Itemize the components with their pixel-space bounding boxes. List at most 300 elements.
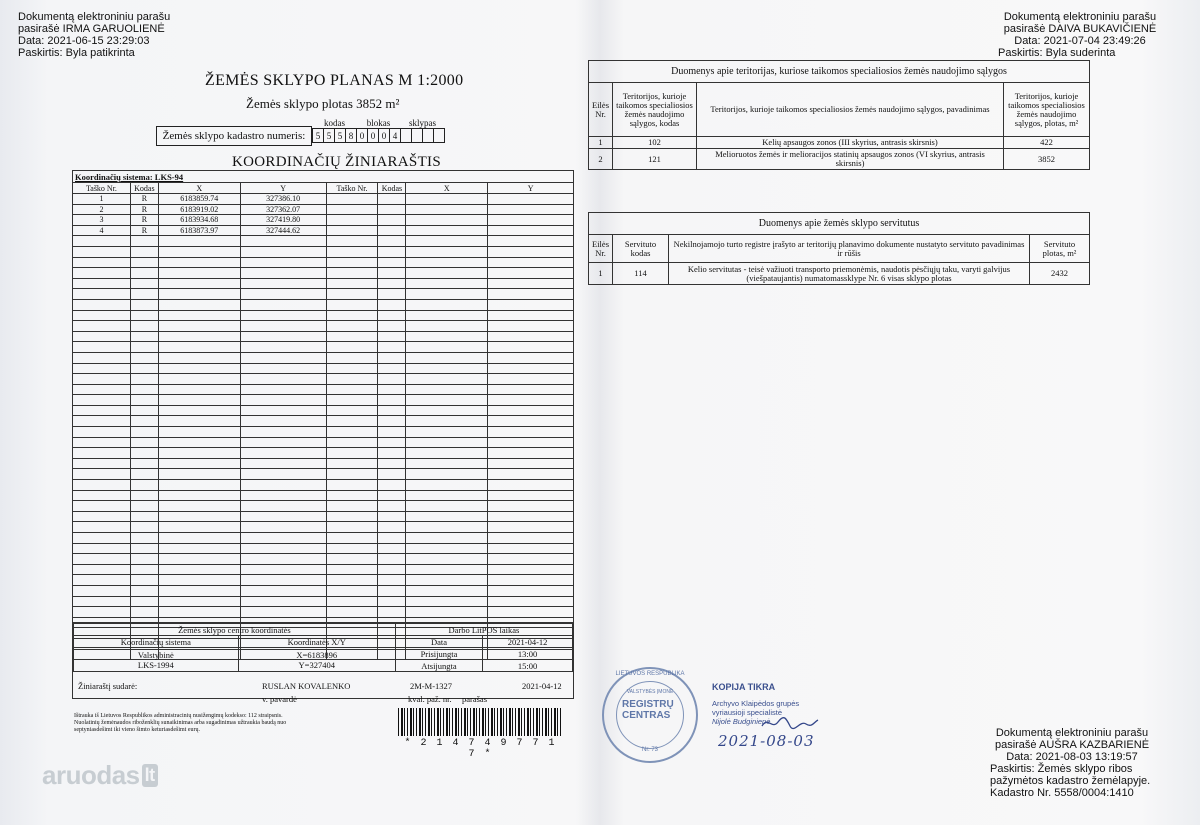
- special-code: 121: [613, 149, 697, 170]
- point-code: R: [130, 194, 158, 205]
- empty-cell: [378, 543, 406, 554]
- empty-cell: [158, 533, 240, 544]
- empty-row: [73, 416, 574, 427]
- cadastre-number-grid: [312, 118, 445, 143]
- empty-cell: [378, 585, 406, 596]
- empty-cell: [73, 575, 131, 586]
- empty-cell: [378, 533, 406, 544]
- empty-cell: [488, 501, 574, 512]
- empty-cell: [130, 607, 158, 618]
- empty-cell: [406, 501, 488, 512]
- empty-row: [73, 511, 574, 522]
- empty-row: [73, 236, 574, 247]
- empty-cell: [378, 437, 406, 448]
- esign-line: Paskirtis: Byla patikrinta: [18, 47, 135, 59]
- empty-cell: [406, 469, 488, 480]
- empty-cell: [406, 490, 488, 501]
- table-row: [73, 215, 574, 226]
- esign-line: pasirašė DAIVA BUKAVIČIENĖ: [1003, 23, 1157, 35]
- stamp-ring-text: LIETUVOS RESPUBLIKA: [615, 671, 685, 677]
- center-x: X=6183896: [296, 649, 338, 660]
- empty-row: [73, 596, 574, 607]
- empty-cell: [406, 480, 488, 491]
- empty-cell: [378, 236, 406, 247]
- litpos-value-login: 13:00: [483, 648, 573, 660]
- empty-cell: [488, 278, 574, 289]
- empty-cell: [240, 448, 326, 459]
- empty-cell: [130, 490, 158, 501]
- center-system-line: LKS-1994: [137, 659, 174, 670]
- servitudes-table: [588, 212, 1090, 285]
- special-name: Melioruotos žemės ir melioracijos statinių apsaugos zonos (VI skyrius, antrasis skirsnis): [697, 149, 1004, 170]
- empty-cell: [240, 458, 326, 469]
- empty-cell: [326, 585, 378, 596]
- empty-cell: [326, 363, 378, 374]
- litpos-label-logout: Atsijungta: [395, 660, 482, 672]
- esign-line: Kadastro Nr. 5558/0004:1410: [990, 787, 1134, 799]
- empty-cell: [488, 564, 574, 575]
- empty-cell: [488, 469, 574, 480]
- empty-cell: [240, 607, 326, 618]
- empty-cell: [73, 363, 131, 374]
- esign-line: Paskirtis: Žemės sklypo ribos: [990, 763, 1133, 775]
- empty-cell: [326, 236, 378, 247]
- empty-cell: [406, 278, 488, 289]
- empty-cell: [130, 363, 158, 374]
- empty-cell: [406, 352, 488, 363]
- empty-cell: [158, 289, 240, 300]
- empty-cell: [158, 331, 240, 342]
- cadastre-digit: [434, 129, 445, 143]
- empty-cell: [378, 511, 406, 522]
- coords-header: Taško Nr.: [326, 183, 378, 194]
- empty-cell: [73, 585, 131, 596]
- registry-stamp: [602, 667, 698, 763]
- empty-cell: [240, 416, 326, 427]
- empty-cell: [240, 480, 326, 491]
- empty-cell: [326, 331, 378, 342]
- empty-row: [73, 299, 574, 310]
- empty-cell: [240, 575, 326, 586]
- esign-line: Dokumentą elektroniniu parašu: [995, 727, 1149, 739]
- empty-cell: [73, 289, 131, 300]
- center-header-coords: Koordinatės X/Y: [238, 636, 395, 648]
- name-caption: v. pavardė: [262, 694, 297, 704]
- empty-cell: [378, 596, 406, 607]
- compiled-date: 2021-04-12: [522, 681, 562, 691]
- servitude-area: 2432: [1030, 263, 1090, 285]
- coords-title: KOORDINAČIŲ ŽINIARAŠTIS: [232, 154, 441, 170]
- table-row: [589, 149, 1090, 170]
- empty-row: [73, 321, 574, 332]
- empty-cell: [406, 437, 488, 448]
- esign-line: pasirašė IRMA GARUOLIENĖ: [18, 23, 165, 35]
- empty-cell: [240, 501, 326, 512]
- cadastre-digit: 5: [313, 129, 324, 143]
- empty-cell: [378, 522, 406, 533]
- empty-cell: [326, 384, 378, 395]
- empty-cell: [73, 299, 131, 310]
- empty-cell: [488, 363, 574, 374]
- handwritten-date: 2021-08-03: [718, 732, 815, 750]
- empty-cell: [378, 427, 406, 438]
- empty-cell: [406, 564, 488, 575]
- empty-cell: [326, 543, 378, 554]
- empty-cell: [378, 575, 406, 586]
- empty-cell: [158, 278, 240, 289]
- empty-cell: [378, 299, 406, 310]
- empty-cell: [73, 395, 131, 406]
- litpos-value-date: 2021-04-12: [483, 636, 573, 648]
- empty-row: [73, 246, 574, 257]
- cadastre-digit: 0: [357, 129, 368, 143]
- empty-row: [73, 331, 574, 342]
- empty-cell: [326, 522, 378, 533]
- empty-cell: [240, 585, 326, 596]
- empty-cell: [130, 554, 158, 565]
- cadastre-digit: 8: [346, 129, 357, 143]
- empty-cell: [378, 321, 406, 332]
- point-x: 6183859.74: [158, 194, 240, 205]
- empty-cell: [130, 596, 158, 607]
- empty-cell: [240, 352, 326, 363]
- empty-cell: [158, 448, 240, 459]
- empty-cell: [130, 289, 158, 300]
- empty-cell: [240, 490, 326, 501]
- point-y: 327444.62: [240, 225, 326, 236]
- empty-cell: [378, 352, 406, 363]
- empty-cell: [73, 427, 131, 438]
- empty-cell: [240, 363, 326, 374]
- empty-cell: [406, 257, 488, 268]
- empty-cell: [158, 236, 240, 247]
- aruodas-logo: [42, 760, 158, 791]
- empty-cell: [488, 342, 574, 353]
- empty-cell: [130, 310, 158, 321]
- servitude-header: Servituto plotas, m²: [1030, 235, 1090, 263]
- empty-cell: [326, 405, 378, 416]
- center-y: Y=327404: [298, 659, 335, 670]
- point-nr: 2: [73, 204, 131, 215]
- special-conditions-table: [588, 60, 1090, 170]
- empty-cell: [158, 564, 240, 575]
- empty-row: [73, 437, 574, 448]
- empty-cell: [73, 480, 131, 491]
- empty-cell: [326, 395, 378, 406]
- handwritten-signature-icon: [760, 714, 820, 732]
- empty-cell: [378, 554, 406, 565]
- servitude-nr: 1: [589, 263, 613, 285]
- empty-cell: [326, 289, 378, 300]
- empty-row: [73, 384, 574, 395]
- empty-cell: [240, 289, 326, 300]
- empty-cell: [240, 299, 326, 310]
- empty-cell: [378, 416, 406, 427]
- cadastre-digit: 5: [324, 129, 335, 143]
- empty-cell: [130, 374, 158, 385]
- empty-cell: [406, 289, 488, 300]
- coords-header: Y: [488, 183, 574, 194]
- empty-cell: [406, 596, 488, 607]
- point-code: R: [130, 225, 158, 236]
- empty-cell: [73, 607, 131, 618]
- empty-cell: [378, 342, 406, 353]
- empty-cell: [240, 437, 326, 448]
- point-x: 6183934.68: [158, 215, 240, 226]
- empty-row: [73, 395, 574, 406]
- esign-line: Data: 2021-07-04 23:49:26: [1014, 35, 1146, 47]
- stamp-center-line: REGISTRŲ: [622, 699, 674, 710]
- empty-cell: [406, 405, 488, 416]
- empty-cell: [326, 458, 378, 469]
- point-nr: 4: [73, 225, 131, 236]
- coords-system: Koordinačių sistema: LKS-94: [73, 171, 574, 183]
- empty-cell: [378, 374, 406, 385]
- empty-cell: [130, 321, 158, 332]
- empty-cell: [240, 268, 326, 279]
- esign-block-top-right: [990, 11, 1170, 59]
- empty-cell: [158, 299, 240, 310]
- empty-cell: [488, 607, 574, 618]
- empty-cell: [488, 437, 574, 448]
- empty-cell: [73, 268, 131, 279]
- empty-cell: [326, 480, 378, 491]
- empty-cell: [326, 374, 378, 385]
- empty-cell: [406, 533, 488, 544]
- empty-cell: [130, 384, 158, 395]
- special-header: Teritorijos, kurioje taikomos specialiosios žemės naudojimo sąlygos, pavadinimas: [697, 83, 1004, 137]
- empty-cell: [73, 321, 131, 332]
- copy-name: Nijolė Budginienė: [712, 717, 771, 726]
- empty-cell: [130, 469, 158, 480]
- empty-cell: [488, 395, 574, 406]
- empty-cell: [130, 395, 158, 406]
- empty-row: [73, 543, 574, 554]
- empty-cell: [406, 427, 488, 438]
- empty-row: [73, 310, 574, 321]
- empty-cell: [158, 363, 240, 374]
- empty-cell: [378, 363, 406, 374]
- stamp-ring-bottom: VALSTYBĖS ĮMONĖ: [626, 689, 674, 695]
- empty-cell: [406, 268, 488, 279]
- empty-cell: [378, 268, 406, 279]
- empty-cell: [488, 310, 574, 321]
- esign-line: pažymėtos kadastro žemėlapyje.: [990, 775, 1151, 787]
- empty-cell: [240, 543, 326, 554]
- empty-cell: [326, 511, 378, 522]
- esign-block-top-left: [18, 11, 170, 59]
- empty-cell: [488, 268, 574, 279]
- license-caption: kval. paž. nr.: [408, 694, 452, 704]
- point-y: 327386.10: [240, 194, 326, 205]
- special-area: 422: [1004, 137, 1090, 149]
- empty-row: [73, 469, 574, 480]
- empty-cell: [130, 246, 158, 257]
- empty-cell: [488, 596, 574, 607]
- empty-cell: [240, 395, 326, 406]
- empty-cell: [240, 278, 326, 289]
- center-system-line: Valstybinė: [137, 649, 174, 660]
- empty-cell: [73, 501, 131, 512]
- empty-cell: [488, 533, 574, 544]
- empty-row: [73, 522, 574, 533]
- empty-cell: [378, 278, 406, 289]
- special-conditions-title: Duomenys apie teritorijas, kuriose taikomos specialiosios žemės naudojimo sąlygos: [589, 61, 1090, 83]
- empty-cell: [326, 469, 378, 480]
- empty-row: [73, 374, 574, 385]
- special-header: Eilės Nr.: [589, 83, 613, 137]
- empty-cell: [378, 289, 406, 300]
- empty-cell: [130, 522, 158, 533]
- empty-cell: [326, 490, 378, 501]
- empty-cell: [130, 575, 158, 586]
- compiled-by-label: Žiniaraštį sudarė:: [78, 681, 138, 691]
- empty-cell: [240, 246, 326, 257]
- empty-cell: [73, 469, 131, 480]
- empty-cell: [240, 342, 326, 353]
- empty-cell: [130, 533, 158, 544]
- empty-cell: [130, 501, 158, 512]
- empty-cell: [378, 501, 406, 512]
- logo-text: aruodas: [42, 760, 140, 790]
- empty-cell: [73, 374, 131, 385]
- empty-cell: [73, 448, 131, 459]
- empty-cell: [406, 236, 488, 247]
- table-row: [589, 137, 1090, 149]
- special-area: 3852: [1004, 149, 1090, 170]
- empty-cell: [240, 511, 326, 522]
- empty-cell: [378, 458, 406, 469]
- empty-cell: [73, 384, 131, 395]
- center-header-system: Koordinačių sistema: [74, 636, 239, 648]
- special-name: Kelių apsaugos zonos (III skyrius, antrasis skirsnis): [697, 137, 1004, 149]
- empty-cell: [326, 352, 378, 363]
- servitude-name: Kelio servitutas - teisė važiuoti transporto priemonėmis, naudotis pėsčiųjų taku, varyti galvijus (viešpataujantis) numatomassklype Nr. 6 visas sklypo plotas: [669, 263, 1030, 285]
- special-nr: 1: [589, 137, 613, 149]
- special-code: 102: [613, 137, 697, 149]
- empty-cell: [326, 427, 378, 438]
- cadastre-header: blokas: [366, 118, 391, 128]
- empty-cell: [378, 384, 406, 395]
- table-row: [589, 263, 1090, 285]
- empty-cell: [488, 246, 574, 257]
- empty-cell: [158, 395, 240, 406]
- empty-cell: [130, 331, 158, 342]
- center-coords-value: [238, 648, 395, 672]
- empty-cell: [406, 448, 488, 459]
- table-row: [73, 225, 574, 236]
- empty-cell: [73, 554, 131, 565]
- empty-cell: [73, 458, 131, 469]
- empty-cell: [378, 469, 406, 480]
- empty-cell: [73, 490, 131, 501]
- empty-cell: [130, 352, 158, 363]
- empty-cell: [488, 416, 574, 427]
- special-header: Teritorijos, kurioje taikomos specialiosios žemės naudojimo sąlygos, plotas, m²: [1004, 83, 1090, 137]
- plan-title: ŽEMĖS SKLYPO PLANAS M 1:2000: [205, 72, 464, 89]
- servitude-header: Nekilnojamojo turto registre įrašyto ar teritorijų planavimo dokumente nustatyto servituto pavadinimas ir rūšis: [669, 235, 1030, 263]
- empty-cell: [378, 607, 406, 618]
- empty-cell: [130, 257, 158, 268]
- empty-cell: [130, 268, 158, 279]
- empty-row: [73, 289, 574, 300]
- cadastre-digit: 0: [368, 129, 379, 143]
- empty-cell: [240, 257, 326, 268]
- empty-row: [73, 352, 574, 363]
- empty-cell: [488, 490, 574, 501]
- empty-cell: [73, 310, 131, 321]
- empty-row: [73, 501, 574, 512]
- empty-cell: [240, 331, 326, 342]
- table-row: [73, 204, 574, 215]
- empty-cell: [406, 458, 488, 469]
- barcode: [398, 708, 563, 736]
- empty-cell: [73, 596, 131, 607]
- empty-cell: [406, 395, 488, 406]
- empty-cell: [240, 374, 326, 385]
- coords-header: Kodas: [378, 183, 406, 194]
- empty-cell: [488, 480, 574, 491]
- empty-cell: [378, 564, 406, 575]
- empty-cell: [488, 384, 574, 395]
- empty-cell: [326, 342, 378, 353]
- empty-cell: [326, 299, 378, 310]
- point-nr: 1: [73, 194, 131, 205]
- empty-cell: [326, 416, 378, 427]
- empty-cell: [488, 448, 574, 459]
- empty-cell: [73, 278, 131, 289]
- empty-cell: [73, 564, 131, 575]
- stamp-center: [622, 699, 674, 721]
- cadastre-label: Žemės sklypo kadastro numeris:: [156, 126, 312, 146]
- empty-row: [73, 405, 574, 416]
- empty-cell: [488, 331, 574, 342]
- cadastre-header: sklypas: [409, 118, 436, 128]
- empty-cell: [488, 585, 574, 596]
- empty-cell: [73, 511, 131, 522]
- empty-cell: [130, 585, 158, 596]
- empty-row: [73, 585, 574, 596]
- empty-cell: [73, 533, 131, 544]
- empty-cell: [73, 405, 131, 416]
- empty-row: [73, 278, 574, 289]
- special-header: Teritorijos, kurioje taikomos specialiosios žemės naudojimo sąlygos, kodas: [613, 83, 697, 137]
- empty-cell: [488, 427, 574, 438]
- empty-cell: [378, 480, 406, 491]
- empty-cell: [130, 299, 158, 310]
- empty-cell: [326, 257, 378, 268]
- plan-area: Žemės sklypo plotas 3852 m²: [246, 96, 400, 111]
- empty-cell: [158, 480, 240, 491]
- empty-cell: [73, 246, 131, 257]
- empty-row: [73, 554, 574, 565]
- sign-caption: parašas: [462, 694, 488, 704]
- coords-header: X: [158, 183, 240, 194]
- empty-cell: [158, 543, 240, 554]
- coords-header: Y: [240, 183, 326, 194]
- empty-cell: [240, 533, 326, 544]
- empty-cell: [240, 310, 326, 321]
- logo-suffix: lt: [142, 764, 158, 787]
- empty-row: [73, 363, 574, 374]
- empty-cell: [406, 416, 488, 427]
- empty-cell: [406, 585, 488, 596]
- empty-cell: [130, 458, 158, 469]
- empty-cell: [240, 405, 326, 416]
- empty-row: [73, 564, 574, 575]
- empty-cell: [73, 543, 131, 554]
- empty-row: [73, 490, 574, 501]
